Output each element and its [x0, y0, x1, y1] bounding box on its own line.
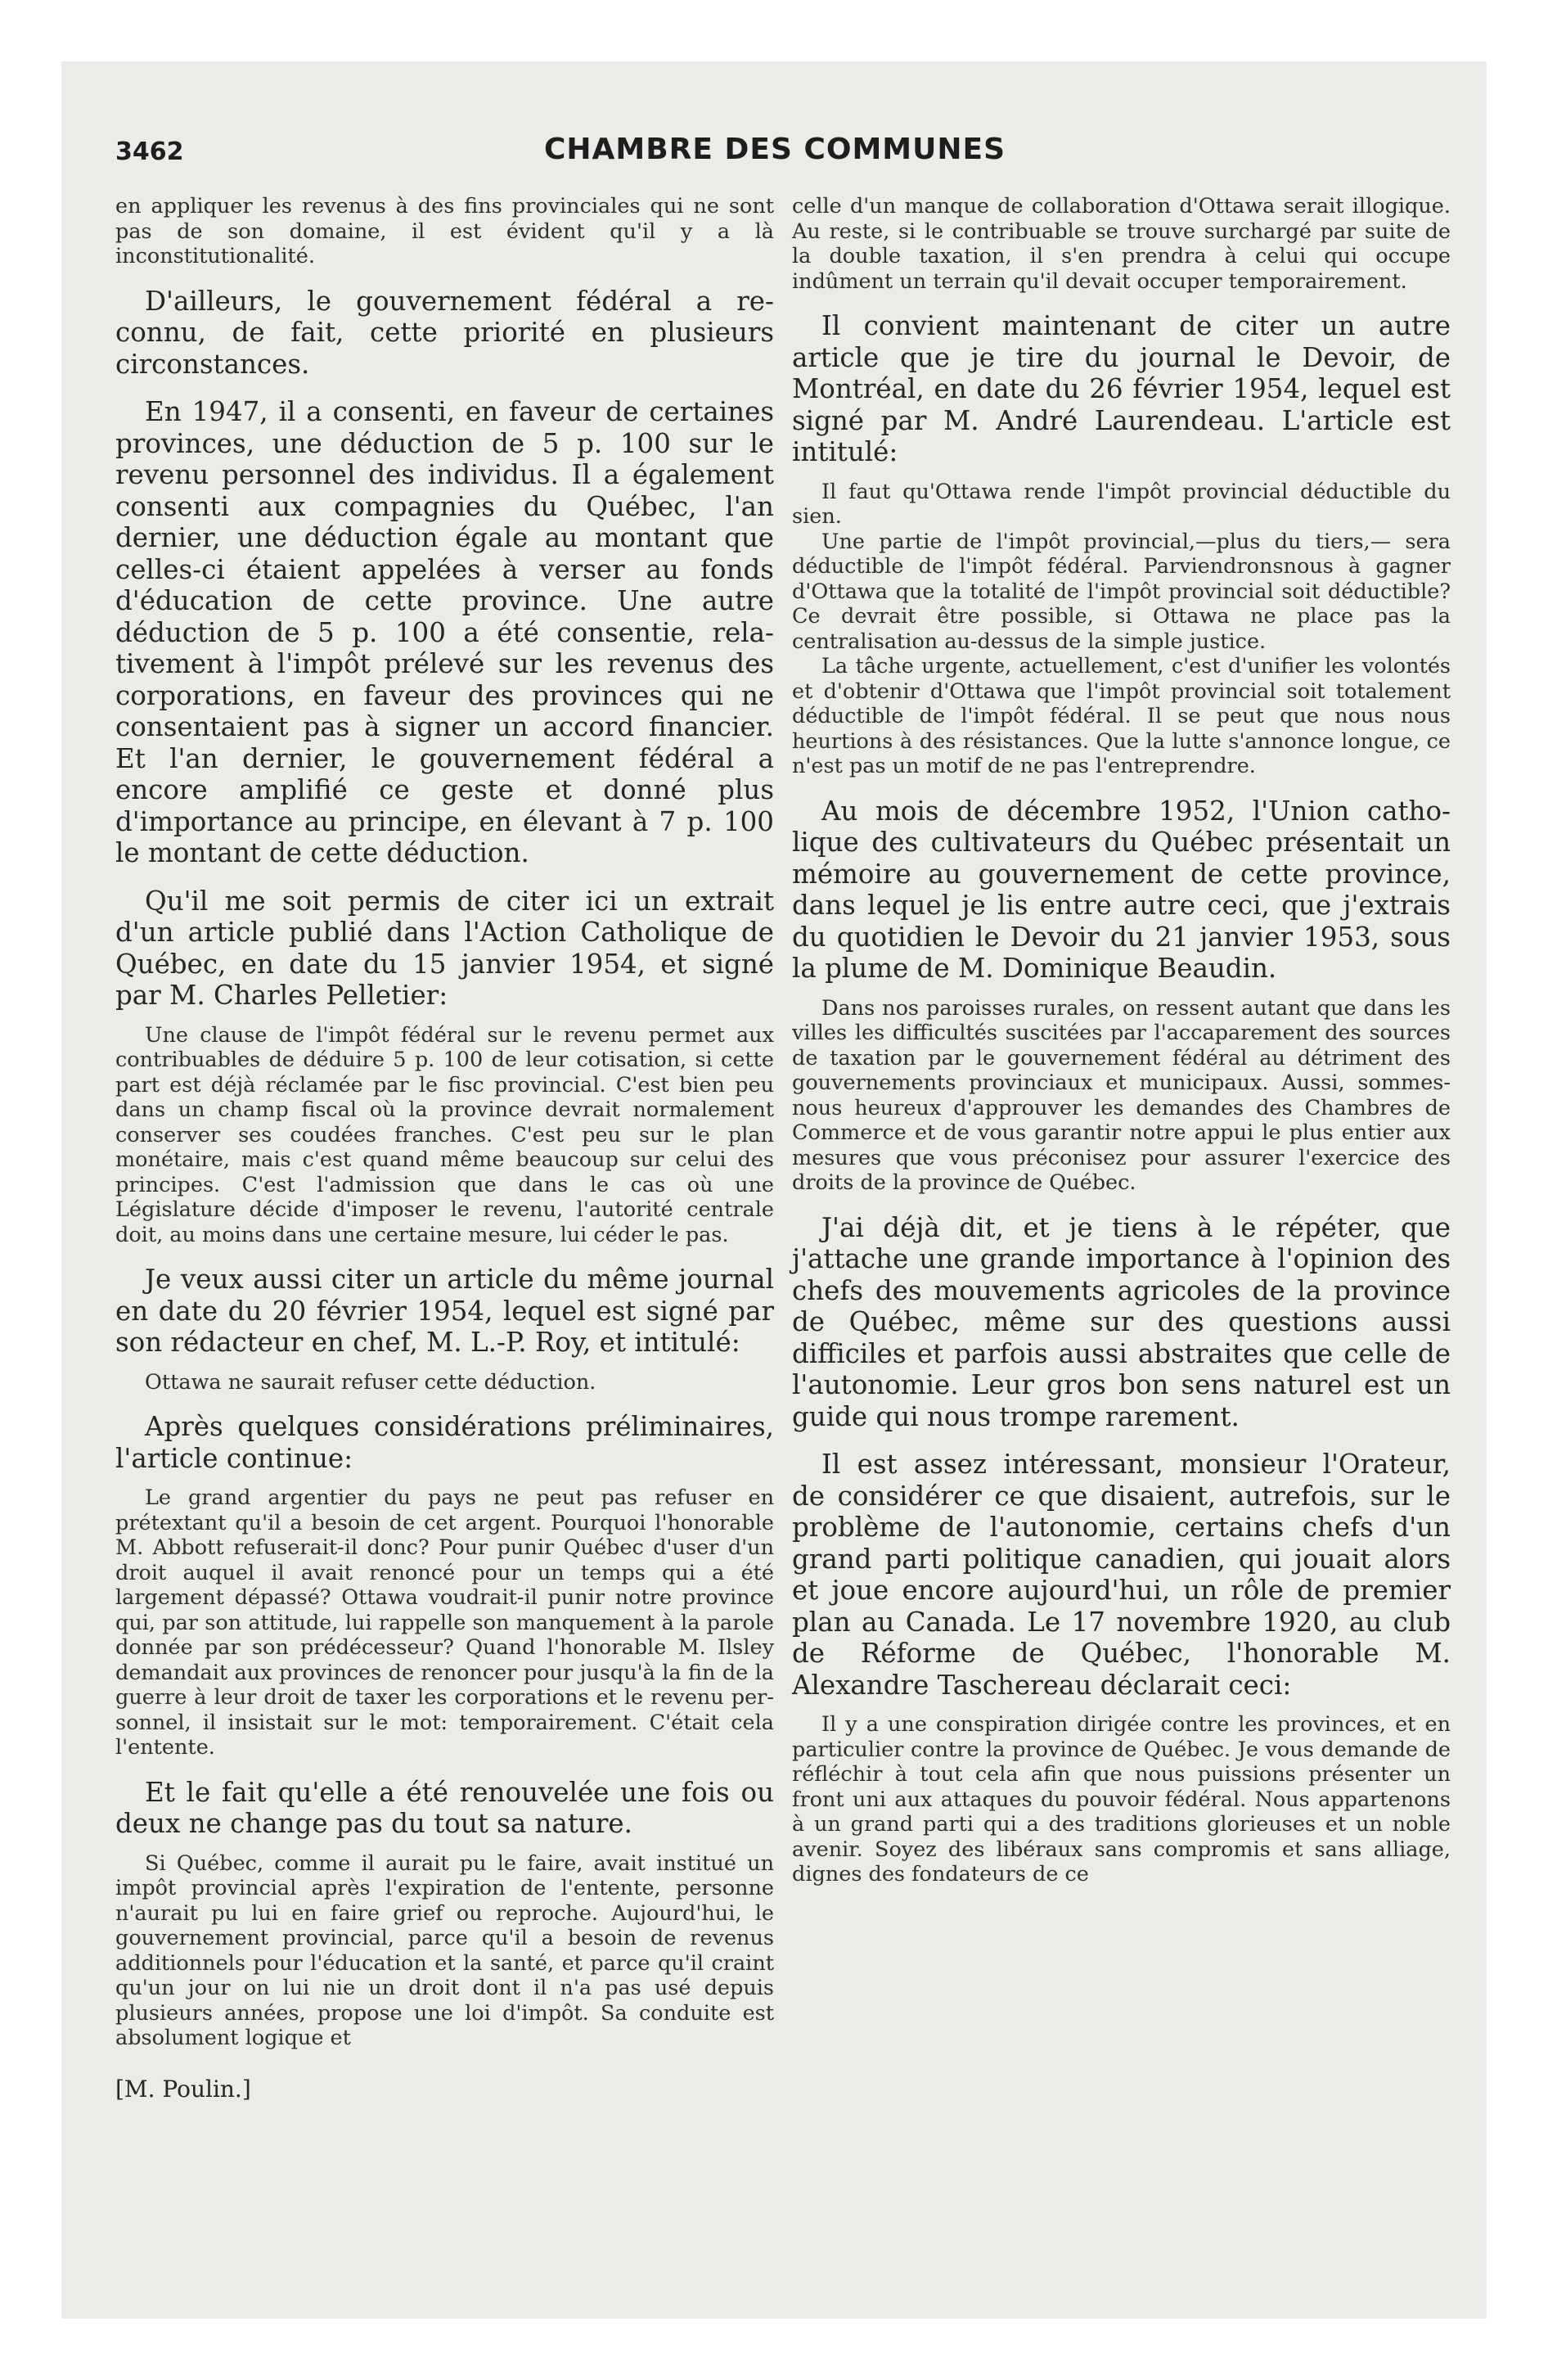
- block-quote: Il faut qu'Ottawa rende l'impôt provincial déductible du sien.: [792, 479, 1451, 529]
- block-quote: Dans nos paroisses rurales, on ressent autant que dans les villes les difficultés suscitées par l'accaparement des sources de taxation par le gouvernement fédéral au détriment des gouvernements provinciaux et municipaux. Aussi, sommes-nous heureux d'approuver les demandes des Chambres de Commerce et de vous garantir notre appui le plus entier aux mesures que vous préconisez pour assurer l'exercice des droits de la province de Québec.: [792, 995, 1451, 1195]
- paragraph: En 1947, il a consenti, en faveur de certaines provinces, une déduction de 5 p. 100 sur le revenu personnel des individus. Il a également consenti aux compagnies du Québec, l'an dernier, une déduction égale au montant que celles-ci étaient appelées à verser au fonds d'éducation de cette province. Une autre déduction de 5 p. 100 a été consentie, relativement à l'impôt prélevé sur les revenus des corporations, en faveur des provinces qui ne consentaient pas à signer un accord financier. Et l'an dernier, le gouvernement fédéral a encore amplifié ce geste et donné plus d'importance au principe, en élevant à 7 p. 100 le montant de cette déduction.: [115, 396, 774, 868]
- block-quote: Ottawa ne saurait refuser cette déduction.: [145, 1369, 596, 1395]
- block-quote: Une clause de l'impôt fédéral sur le revenu permet aux contribuables de déduire 5 p. 100 de leur cotisation, si cette part est déjà réclamée par le fisc provincial. C'est bien peu dans un champ fiscal où la province devrait normalement conserver ses coudées franches. C'est peu sur le plan monétaire, mais c'est quand même beaucoup sur celui des principes. C'est l'admission que dans le cas où une Législature décide d'imposer le revenu, l'autorité centrale doit, au moins dans une certaine mesure, lui céder le pas.: [115, 1022, 774, 1247]
- paragraph: J'ai déjà dit, et je tiens à le répéter, que j'attache une grande importance à l'opinion des chefs des mouvements agricoles de la province de Québec, même sur des questions aussi difficiles et parfois aussi abstraites que celle de l'autonomie. Leur gros bon sens naturel est un guide qui nous trompe rarement.: [792, 1211, 1451, 1432]
- block-quote: La tâche urgente, actuellement, c'est d'unifier les volontés et d'obtenir d'Ottawa que l'impôt provincial soit totalement déductible de l'impôt fédéral. Il se peut que nous nous heurtions à des résistances. Que la lutte s'annonce longue, ce n'est pas un motif de ne pas l'entreprendre.: [792, 654, 1451, 778]
- paragraph: Après quelques considérations préliminaires, l'article continue:: [115, 1411, 774, 1474]
- page-number: 3462: [115, 137, 184, 166]
- paragraph: Je veux aussi citer un article du même journal en date du 20 février 1954, lequel est signé par son rédacteur en chef, M. L.-P. Roy, et intitulé:: [115, 1264, 774, 1358]
- paragraph: Il convient maintenant de citer un autre article que je tire du journal le Devoir, de Montréal, en date du 26 février 1954, lequel est signé par M. André Laurendeau. L'article est intitulé:: [792, 310, 1451, 467]
- block-quote: Il y a une conspiration dirigée contre les provinces, et en particulier contre la province de Québec. Je vous demande de réfléchir à tout cela afin que nous puissions présenter un front uni aux attaques du pouvoir fédéral. Nous appartenons à un grand parti qui a des traditions glorieuses et un noble avenir. Soyez des libéraux sans compromis et sans alliage, dignes des fondateurs de ce: [792, 1712, 1451, 1886]
- page-header: [115, 129, 1434, 175]
- paragraph: D'ailleurs, le gouvernement fédéral a reconnu, de fait, cette priorité en plusieurs circonstances.: [115, 285, 774, 380]
- paragraph: Qu'il me soit permis de citer ici un extrait d'un article publié dans l'Action Catholique de Québec, en date du 15 janvier 1954, et signé par M. Charles Pelletier:: [115, 885, 774, 1011]
- block-quote: celle d'un manque de collaboration d'Ottawa serait illogique. Au reste, si le contribuable se trouve surchargé par suite de la double taxation, il s'en prendra à celui qui occupe indûment un terrain qu'il devait occuper temporairement.: [792, 194, 1451, 294]
- block-quote: Une partie de l'impôt provincial,—plus du tiers,— sera déductible de l'impôt fédéral. Parviendronsnous à gagner d'Ottawa que la totalité de l'impôt provincial soit déductible? Ce devrait être possible, si Ottawa ne place pas la centralisation au-dessus de la simple justice.: [792, 529, 1451, 654]
- running-head: CHAMBRE DES COMMUNES: [543, 133, 1006, 166]
- speaker-signature: [M. Poulin.]: [115, 2075, 251, 2103]
- left-column: [115, 194, 774, 2103]
- paragraph: en appliquer les revenus à des fins provinciales qui ne sont pas de son domaine, il est évident qu'il y a là inconstitutionalité.: [115, 194, 774, 268]
- paragraph: Il est assez intéressant, monsieur l'Orateur, de considérer ce que disaient, autrefois, sur le problème de l'autonomie, certains chefs d'un grand parti politique canadien, qui jouait alors et joue encore aujourd'hui, un rôle de premier plan au Canada. Le 17 novembre 1920, au club de Réforme de Québec, l'honorable M. Alexandre Taschereau déclarait ceci:: [792, 1449, 1451, 1701]
- paragraph: Et le fait qu'elle a été renouvelée une fois ou deux ne change pas du tout sa nature.: [115, 1776, 774, 1839]
- block-quote: Si Québec, comme il aurait pu le faire, avait institué un impôt provincial après l'expiration de l'entente, personne n'aurait pu lui en faire grief ou reproche. Aujourd'hui, le gouvernement provincial, parce qu'il a besoin de revenus additionnels pour l'éducation et la santé, et parce qu'il craint qu'un jour on lui nie un droit dont il n'a pas usé depuis plusieurs années, propose une loi d'impôt. Sa conduite est absolument logique et: [115, 1850, 774, 2050]
- paragraph: Au mois de décembre 1952, l'Union catholique des cultivateurs du Québec présentait un mémoire au gouvernement de cette province, dans lequel je lis entre autre ceci, que j'extrais du quotidien le Devoir du 21 janvier 1953, sous la plume de M. Dominique Beaudin.: [792, 795, 1451, 984]
- right-column: [792, 194, 1451, 1887]
- block-quote: Le grand argentier du pays ne peut pas refuser en prétextant qu'il a besoin de cet argent. Pourquoi l'honorable M. Abbott refuserait-il donc? Pour punir Québec d'user d'un droit auquel il avait renoncé pour un temps qui a été largement dépassé? Ottawa voudrait-il punir notre province qui, par son attitude, lui rappelle son manquement à la parole donnée par son prédécesseur? Quand l'honorable M. Ilsley demandait aux provinces de renoncer pour jusqu'à la fin de la guerre à leur droit de taxer les corporations et le revenu personnel, il insistait sur le mot: temporairement. C'était cela l'entente.: [115, 1485, 774, 1760]
